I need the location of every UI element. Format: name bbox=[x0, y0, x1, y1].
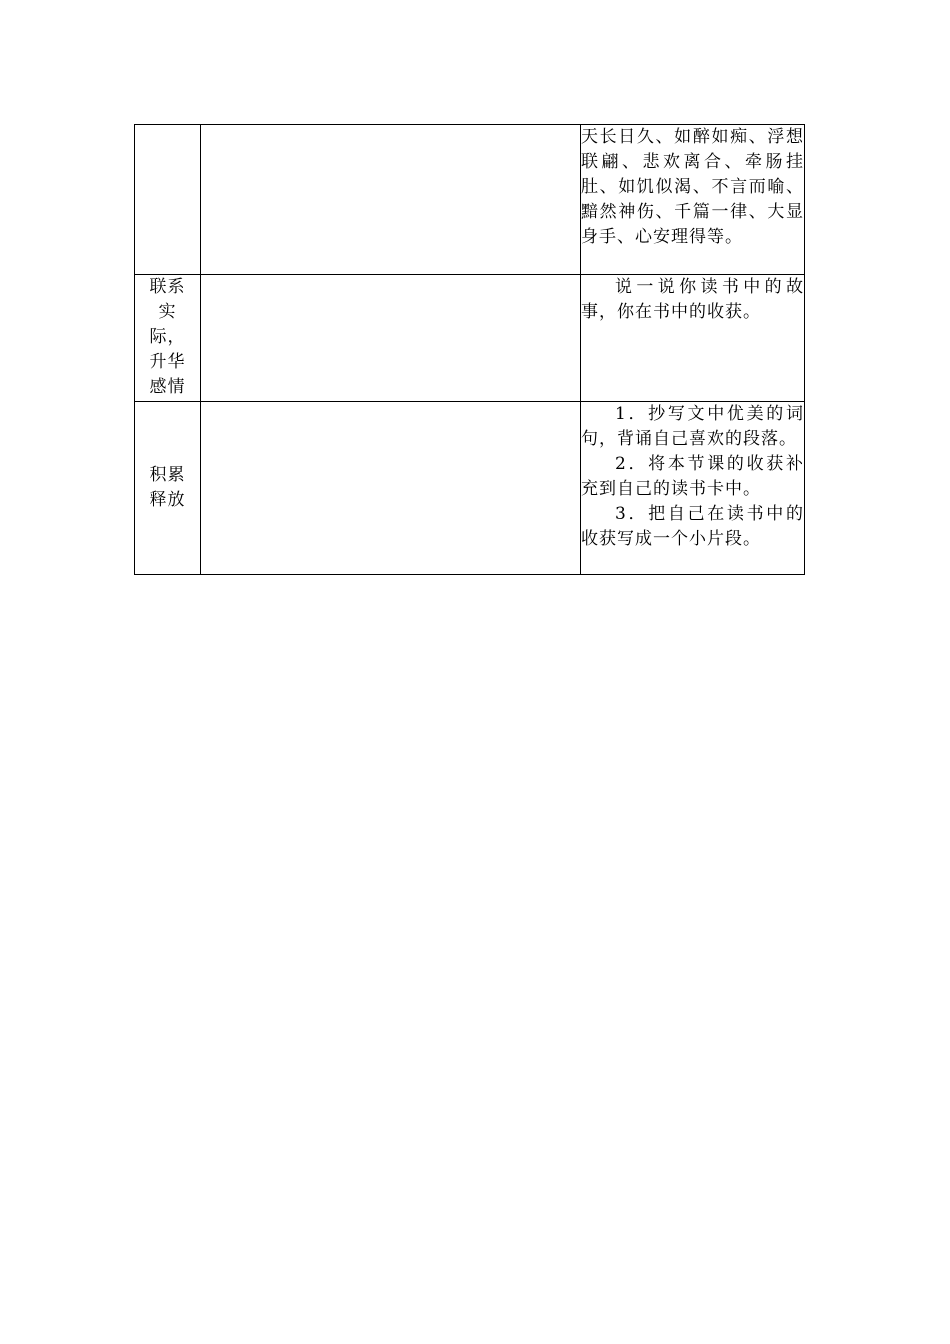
method-cell bbox=[201, 275, 581, 402]
table-row bbox=[135, 275, 805, 402]
method-cell bbox=[201, 402, 581, 575]
activity-paragraph: 1．抄写文中优美的词句，背诵自己喜欢的段落。 bbox=[581, 404, 804, 449]
activity-paragraph: 说一说你读书中的故事，你在书中的收获。 bbox=[581, 277, 804, 322]
stage-label-line: 感情 bbox=[149, 377, 186, 397]
stage-label-line: 升华 bbox=[149, 352, 186, 372]
table-row bbox=[135, 125, 805, 275]
activity-cell bbox=[581, 275, 805, 402]
stage-label-line: 实 bbox=[158, 302, 177, 322]
activity-paragraph: 天长日久、如醉如痴、浮想联翩、悲欢离合、牵肠挂肚、如饥似渴、不言而喻、黯然神伤、千篇一律、大显身手、心安理得等。 bbox=[581, 127, 804, 247]
stage-label-cell bbox=[135, 125, 201, 275]
method-cell bbox=[201, 125, 581, 275]
stage-label-cell bbox=[135, 275, 201, 402]
stage-label-line: 释放 bbox=[149, 490, 186, 510]
activity-cell bbox=[581, 402, 805, 575]
activity-paragraph: 2．将本节课的收获补充到自己的读书卡中。 bbox=[581, 454, 804, 499]
activity-cell bbox=[581, 125, 805, 275]
stage-label-line: 际， bbox=[149, 327, 186, 347]
stage-label-line: 积累 bbox=[149, 465, 186, 485]
lesson-plan-table bbox=[134, 124, 805, 575]
table-row bbox=[135, 402, 805, 575]
stage-label-cell bbox=[135, 402, 201, 575]
stage-label-line: 联系 bbox=[149, 277, 186, 297]
activity-paragraph: 3．把自己在读书中的收获写成一个小片段。 bbox=[581, 504, 804, 549]
